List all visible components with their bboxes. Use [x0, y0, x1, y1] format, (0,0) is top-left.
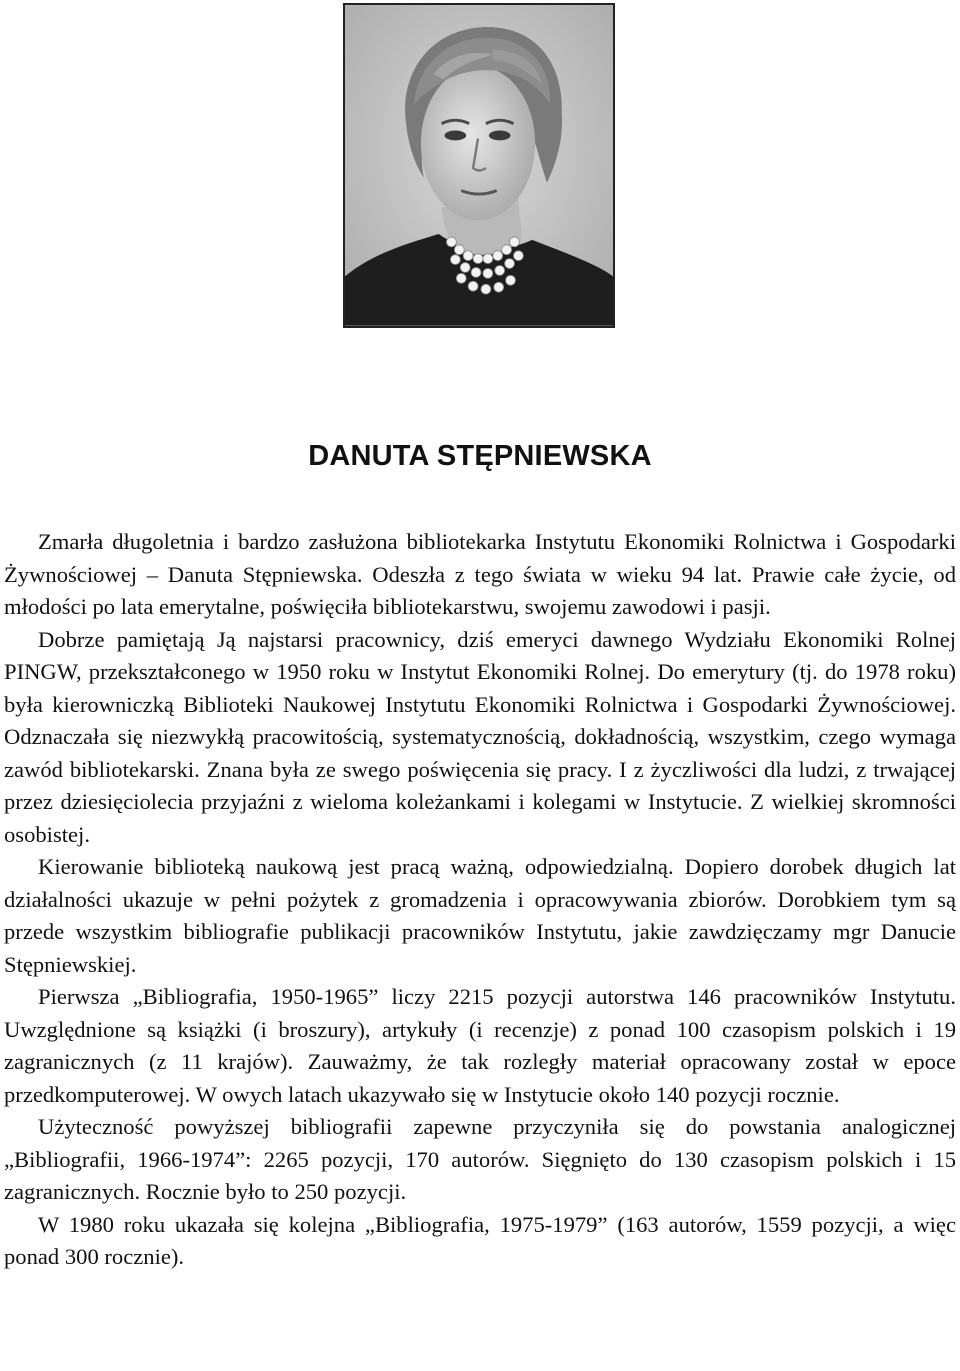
- paragraph: W 1980 roku ukazała się kolejna „Bibliografia, 1975-1979” (163 autorów, 1559 pozycji, a więc ponad 300 rocznie).: [4, 1211, 956, 1269]
- paragraph: Zmarła długoletnia i bardzo zasłużona bibliotekarka Instytutu Ekonomiki Rolnictwa i Gospodarki Żywnościowej – Danuta Stępniewska. Odeszła z tego świata w wieku 94 lat. Prawie całe życie, od młodości po lata emerytalne, poświęciła bibliotekarstwu, swojemu zawodowi i pasji.: [4, 529, 956, 619]
- paragraph: Dobrze pamiętają Ją najstarsi pracownicy, dziś emeryci dawnego Wydziału Ekonomiki Rolnej PINGW, przekształconego w 1950 roku w Instytut Ekonomiki Rolnej. Do emerytury (tj. do 1978 roku) była kierowniczką Biblioteki Naukowej Instytutu Ekonomiki Rolnictwa i Gospodarki Żywnościowej. Odznaczała się niezwykłą pracowitością, systematycznością, dokładnością, wszystkim, czego wymaga zawód bibliotekarski. Znana była ze swego poświęcenia się pracy. I z życzliwości dla ludzi, z trwającej przez dziesięciolecia przyjaźni z wieloma koleżankami i kolegami w Instytucie. Z wielkiej skromności osobistej.: [4, 626, 956, 847]
- page-title: DANUTA STĘPNIEWSKA: [308, 440, 652, 472]
- portrait-photo: [343, 3, 615, 328]
- paragraph: Pierwsza „Bibliografia, 1950-1965” liczy 2215 pozycji autorstwa 146 pracowników Instytutu. Uwzględnione są książki (i broszury), artykuły (i recenzje) z ponad 100 czasopism polskich i 19 zagranicznych (z 11 krajów). Zauważmy, że tak rozległy materiał opracowany został w epoce przedkomputerowej. W owych latach ukazywało się w Instytucie około 140 pozycji rocznie.: [4, 984, 956, 1107]
- paragraph: Kierowanie biblioteką naukową jest pracą ważną, odpowiedzialną. Dopiero dorobek długich lat działalności ukazuje w pełni pożytek z gromadzenia i opracowywania zbiorów. Dorobkiem tym są przede wszystkim bibliografie publikacji pracowników Instytutu, jakie zawdzięczamy mgr Danucie Stępniewskiej.: [4, 854, 956, 977]
- article-body: [4, 526, 956, 1274]
- paragraph: Użyteczność powyższej bibliografii zapewne przyczyniła się do powstania analogicznej „Bibliografii, 1966-1974”: 2265 pozycji, 170 autorów. Sięgnięto do 130 czasopism polskich i 15 zagranicznych. Rocznie było to 250 pozycji.: [4, 1114, 956, 1204]
- portrait-photo-icon: [345, 5, 613, 326]
